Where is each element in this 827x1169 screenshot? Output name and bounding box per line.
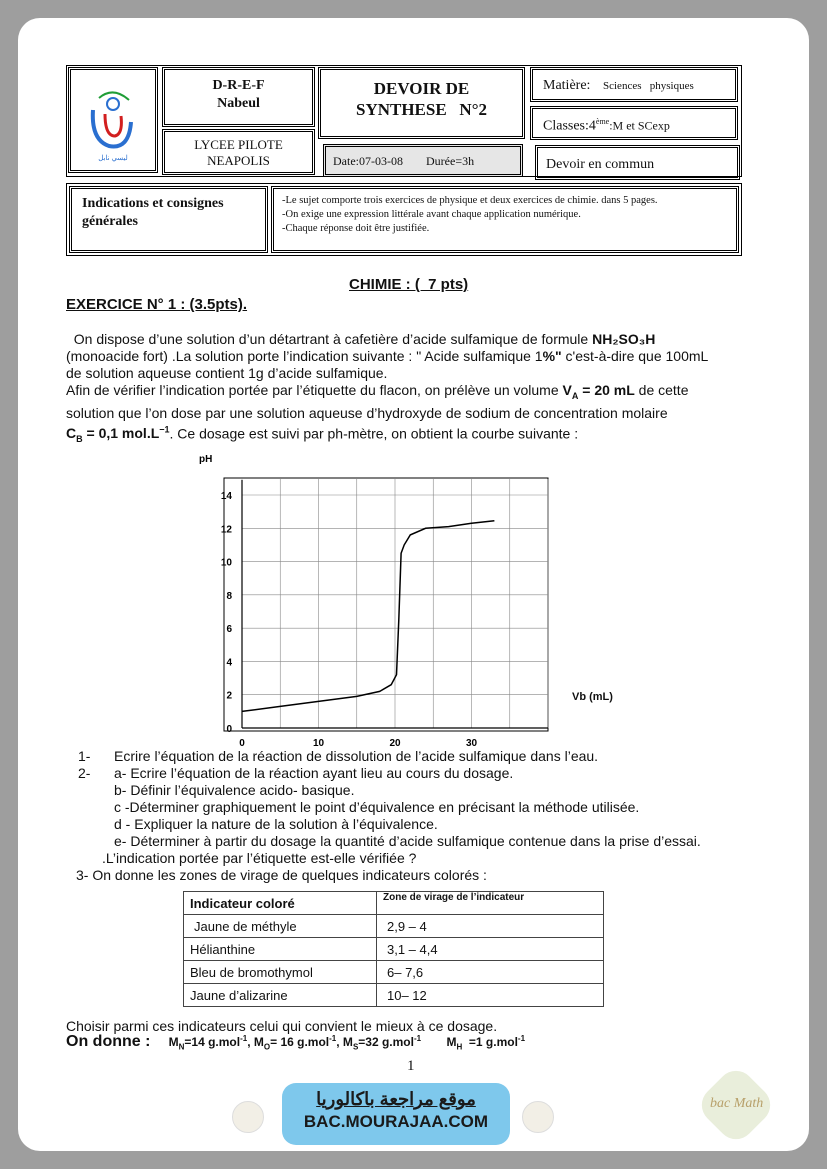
exercise-title: EXERCICE N° 1 : (3.5pts). [66, 296, 248, 313]
x-tick-label: 30 [465, 738, 478, 749]
footer-arabic: موقع مراجعة باكالوريا [316, 1089, 476, 1109]
intro-line [66, 348, 756, 365]
intro-text: On dispose d’une solution d’un détartrant à cafetière d’acide sulfamique de formule [66, 331, 593, 347]
page-number: 1 [407, 1058, 415, 1074]
footer-left-logo-icon [232, 1101, 264, 1133]
question-2e-b [66, 850, 766, 867]
consignes-title: Indications et consignes générales [82, 196, 224, 229]
mo-sub: O [263, 1042, 271, 1052]
va-value: = 20 mL [578, 382, 635, 398]
ms-sup: -1 [413, 1034, 422, 1043]
mh-sub: H [456, 1042, 463, 1052]
mh: M [446, 1035, 457, 1049]
mn-sup: -1 [240, 1034, 248, 1043]
intro-line: solution que l’on dose par une solution aqueuse d’hydroxyde de sodium de concentration molaire [66, 404, 668, 421]
consignes-line: -Le sujet comporte trois exercices de physique et deux exercices de chimie. dans 5 pages. [282, 195, 658, 206]
classes-value: :M et SCexp [609, 118, 670, 133]
donne-label: On donne : [66, 1033, 151, 1050]
y-tick-label: 14 [220, 491, 232, 502]
y-tick-label: 12 [220, 524, 232, 536]
question-2a [66, 765, 766, 782]
table-row [184, 984, 604, 1007]
question-num: 2- [78, 765, 91, 781]
intro-text: Afin de vérifier l’indication portée par l’étiquette du flacon, on prélève un volume [66, 382, 563, 398]
y-tick-label: 6 [226, 624, 232, 636]
ms-sub: S [352, 1042, 359, 1052]
consignes-text-box [271, 186, 739, 253]
cb-symbol [66, 424, 170, 445]
question-text: d - Expliquer la nature de la solution à l’équivalence. [114, 816, 438, 832]
donne-values [168, 1034, 526, 1052]
consignes-title-box [69, 186, 268, 253]
formula: NH₂SO₃H [592, 331, 656, 347]
mo-sup: -1 [329, 1034, 337, 1043]
question-2d [66, 816, 766, 833]
table-row [184, 961, 604, 984]
intro-text: (monoacide fort) .La solution porte l’indication suivante : " Acide sulfamique 1 [66, 348, 543, 364]
section-title: CHIMIE : ( 7 pts) [349, 276, 469, 293]
mn-sub: N [178, 1042, 185, 1052]
x-tick-label: 20 [389, 738, 401, 749]
classes-label-text: Classes:4 [543, 118, 596, 134]
question-text: .L’indication portée par l’étiquette est-elle vérifiée ? [102, 850, 417, 866]
logo-caption: ليسي نابل [98, 155, 128, 162]
y-tick-label: 10 [220, 557, 232, 569]
page [18, 18, 809, 1151]
ms-val: =32 g.mol [358, 1035, 414, 1049]
classes-box [530, 106, 738, 140]
plot-frame [224, 478, 548, 731]
question-2b [66, 782, 766, 799]
question-text: c -Déterminer graphiquement le point d’équivalence en précisant la méthode utilisée. [114, 799, 640, 815]
classes-sup: ème [595, 117, 610, 126]
devoir-commun-box [535, 145, 740, 180]
table-cell: 2,9 – 4 [377, 915, 604, 938]
x-tick-label: 10 [312, 738, 325, 749]
footer-site[interactable]: BAC.MOURAJAA.COM [303, 1112, 489, 1131]
mn-val: =14 g.mol [184, 1035, 241, 1049]
date-label: Date:07-03-08 [333, 154, 403, 168]
table-row [184, 915, 604, 938]
x-axis-label-outside: Vb (mL) [572, 691, 613, 703]
table-cell: Hélianthine [184, 938, 377, 961]
mo-val: = 16 g.mol [270, 1035, 330, 1049]
cb-sub: B [76, 434, 83, 445]
y-ticks [221, 491, 233, 735]
question-text: e- Déterminer à partir du dosage la quantité d’acide sulfamique contenue dans la prise d’essai. [114, 833, 701, 849]
lycee-line1: LYCEE PILOTE [194, 137, 283, 152]
y-tick-label: 8 [226, 590, 232, 602]
y-axis-label: pH [199, 454, 213, 465]
bac-math-badge-text: bac Math [710, 1096, 764, 1111]
lycee-box [162, 129, 315, 175]
intro-text: de cette [634, 382, 689, 398]
table-row [184, 938, 604, 961]
devoir-commun-label: Devoir en commun [546, 157, 655, 172]
table-cell: 6– 7,6 [377, 961, 604, 984]
intro-line: de solution aqueuse contient 1g d’acide sulfamique. [66, 365, 388, 381]
footer-banner[interactable] [282, 1083, 510, 1145]
ph-titration-chart [184, 440, 564, 749]
logo-box [68, 67, 158, 173]
title-box [318, 67, 525, 139]
table-cell: Jaune de méthyle [184, 915, 377, 938]
header-cell: Indicateur coloré [184, 892, 377, 915]
table-cell: 3,1 – 4,4 [377, 938, 604, 961]
donne-line [66, 1033, 525, 1051]
grid [242, 479, 548, 728]
question-2c [66, 799, 766, 816]
table-cell: Jaune d’alizarine [184, 984, 377, 1007]
va-symbol [562, 382, 635, 401]
question-3 [66, 867, 766, 884]
header-cell: Zone de virage de l’indicateur [377, 892, 604, 915]
conclusion: Choisir parmi ces indicateurs celui qui convient le mieux à ce dosage. [66, 1018, 498, 1034]
duree-label: Durée=3h [426, 154, 475, 168]
intro-paragraph [66, 331, 756, 448]
matiere-value: Sciences physiques [603, 80, 694, 92]
consignes-line: -On exige une expression littérale avant chaque application numérique. [282, 209, 581, 220]
table-cell: 10– 12 [377, 984, 604, 1007]
y-tick-label: 0 [226, 724, 232, 735]
cb-sup: −1 [159, 424, 170, 435]
x-tick-label: 0 [239, 738, 245, 749]
city-label: Nabeul [217, 96, 260, 111]
question-text: Ecrire l’équation de la réaction de dissolution de l’acide sulfamique dans l’eau. [114, 748, 599, 764]
ms: , M [336, 1035, 353, 1049]
intro-line [66, 331, 756, 348]
va-letter: V [562, 382, 572, 398]
intro-text: . Ce dosage est suivi par ph-mètre, on obtient la courbe suivante : [169, 425, 579, 442]
consignes-line: -Chaque réponse doit être justifiée. [282, 223, 430, 234]
indicator-table [183, 891, 604, 1007]
mo: , M [247, 1035, 264, 1049]
questions [66, 748, 766, 884]
footer-right-logo-icon [522, 1101, 554, 1133]
classes-label [543, 117, 670, 135]
question-2e [66, 833, 766, 850]
intro-text: c'est-à-dire que 100mL [561, 348, 709, 364]
lycee-line2: NEAPOLIS [207, 153, 270, 168]
percent: %" [542, 348, 562, 364]
question-text: 3- On donne les zones de virage de quelques indicateurs colorés : [76, 867, 487, 883]
va-sub: A [571, 390, 579, 401]
question-1 [66, 748, 766, 765]
y-tick-label: 4 [226, 657, 232, 669]
title-line2: SYNTHESE N°2 [355, 100, 488, 119]
dref-box [162, 67, 315, 127]
matiere-label: Matière: [543, 78, 591, 93]
question-text: a- Ecrire l’équation de la réaction ayant lieu au cours du dosage. [114, 765, 514, 781]
mh-val: =1 g.mol [462, 1035, 518, 1049]
question-num: 1- [78, 748, 91, 764]
ph-curve [242, 521, 494, 712]
cb-value: = 0,1 mol.L [82, 425, 160, 442]
matiere-box [530, 67, 738, 102]
dref-label: D-R-E-F [212, 78, 265, 93]
table-cell: Bleu de bromothymol [184, 961, 377, 984]
question-text: b- Définir l’équivalence acido- basique. [114, 782, 355, 798]
cb-letter: C [66, 425, 77, 442]
title-line1: DEVOIR DE [373, 79, 470, 98]
mn: M [168, 1035, 179, 1049]
date-box [323, 144, 523, 177]
intro-line [66, 382, 756, 405]
table-header [184, 892, 604, 915]
mh-sup: -1 [517, 1034, 526, 1043]
y-tick-label: 2 [226, 690, 232, 702]
